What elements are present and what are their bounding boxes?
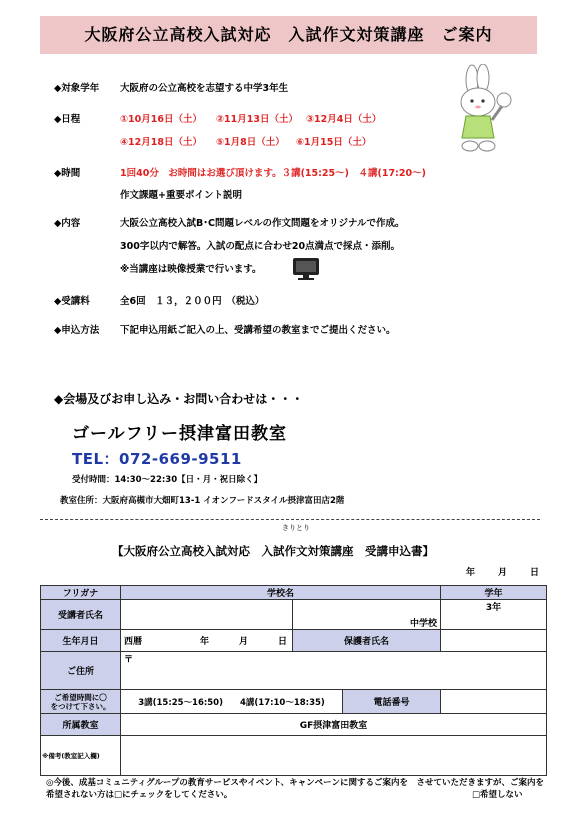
schedule-date-6: ⑥1月15日（土） [296,137,372,148]
opt-out-checkbox[interactable]: □希望しない [472,790,523,800]
guardian-field[interactable] [441,630,547,652]
address-field[interactable] [121,652,547,690]
form-title: 【大阪府公立高校入試対応 入試作文対策講座 受講申込書】 [112,544,434,558]
grade-field[interactable] [441,600,547,630]
form-date-day: 日 [530,568,540,578]
grade-header: 学年 [441,586,547,600]
birthdate-era: 西暦 [124,637,143,647]
phone-label: 電話番号 [343,690,441,714]
schedule-date-3: ③12月4日（土） [306,114,382,125]
page-title: 大阪府公立高校入試対応 入試作文対策講座 ご案内 [84,25,493,44]
rabbit-mascot-icon [452,64,520,156]
school-name: ゴールフリー摂津富田教室 [72,424,287,444]
grade-value: 3年 [485,603,502,613]
time-options[interactable]: 3講(15:25～16:50) 4講(17:10～18:35) [121,690,343,714]
fee-label: ◆受講料 [54,296,90,307]
classroom-address: 教室住所：大阪府高槻市大畑町13-1 イオンフードスタイル摂津富田店2階 [60,496,345,506]
form-date-year: 年 [466,568,476,578]
birthdate-label: 生年月日 [41,630,121,652]
guardian-label: 保護者氏名 [293,630,441,652]
content-line2: 300字以内で解答。入試の配点に合わせ20点満点で採点・添削。 [120,241,401,252]
content-label: ◆内容 [54,218,81,229]
junior-high-suffix: 中学校 [410,619,438,629]
footer-line2: 希望されない方は□にチェックをしてください。 [46,790,233,800]
apply-value: 下記申込用紙ご記入の上、受講希望の教室までご提出ください。 [120,325,396,336]
notes-field[interactable] [121,736,547,776]
classroom-value: GF摂津富田教室 [121,714,547,736]
schedule-date-4: ④12月18日（土） [120,137,202,148]
address-label: ご住所 [41,652,121,690]
school-name-field[interactable] [293,600,441,630]
phone-field[interactable] [441,690,547,714]
target-label: ◆対象学年 [54,83,100,94]
classroom-label: 所属教室 [41,714,121,736]
apply-label: ◆申込方法 [54,325,100,336]
postal-mark: 〒 [124,655,134,665]
content-line1: 大阪公立高校入試B･C問題レベルの作文問題をオリジナルで作成。 [120,218,405,229]
fee-value: 全6回 １３，２００円 （税込） [120,296,265,307]
schedule-label: ◆日程 [54,114,81,125]
schedule-date-5: ⑤1月8日（土） [216,137,285,148]
time-preference-label [41,690,121,714]
student-name-label: 受講者氏名 [41,600,121,630]
birthdate-month-unit: 月 [239,637,249,647]
time-line1: 1回40分 お時間はお選び頂けます。３講(15:25～) ４講(17:20～) [120,168,426,179]
time-preference-label-1: ご希望時間に〇 [54,692,107,702]
target-value: 大阪府の公立高校を志望する中学3年生 [120,83,289,94]
notes-label: ※備考(教室記入欄) [41,736,121,776]
birthdate-year-unit: 年 [200,637,210,647]
furigana-label: フリガナ [41,586,121,600]
cut-label: きりとり [282,524,310,532]
time-line2: 作文課題+重要ポイント説明 [120,190,242,201]
contact-heading: ◆会場及びお申し込み・お問い合わせは・・・ [54,392,304,406]
time-preference-label-2: をつけて下さい。 [50,701,111,711]
content-line3: ※当講座は映像授業で行います。 [120,264,262,275]
student-name-field[interactable] [121,600,293,630]
schedule-date-1: ①10月16日（土） [120,114,202,125]
application-form [40,585,547,776]
phone-number: TEL：072-669-9511 [72,450,242,468]
schedule-date-2: ②11月13日（土） [216,114,298,125]
school-name-header: 学校名 [121,586,441,600]
monitor-icon [292,257,320,281]
reception-hours: 受付時間：14:30～22:30【日・月・祝日除く】 [72,475,263,485]
cut-line [40,519,540,520]
birthdate-field[interactable] [121,630,293,652]
footer-line1: ◎今後、成基コミュニティグループの教育サービスやイベント、キャンペーンに関するご案内を させていただきますが、ご案内を [46,778,544,788]
birthdate-day-unit: 日 [278,637,288,647]
time-label: ◆時間 [54,168,81,179]
form-date-month: 月 [498,568,508,578]
